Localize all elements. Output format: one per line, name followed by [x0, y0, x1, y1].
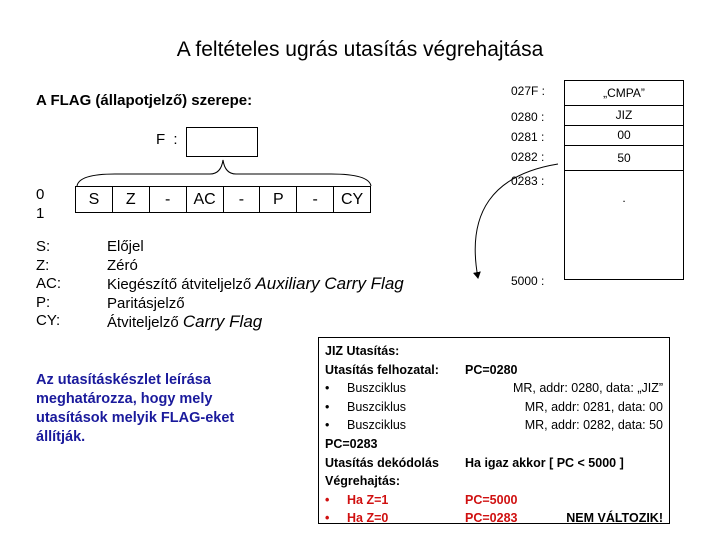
decode-label: Utasítás dekódolás [325, 455, 439, 470]
flag-bit-unused: - [297, 187, 334, 212]
bus-cycle-row [325, 416, 663, 435]
case-value: PC=0283 [465, 511, 518, 526]
flag-english-name: Carry Flag [182, 312, 263, 331]
bus-cycle-label: Buszciklus [347, 418, 407, 433]
bus-cycle-row [325, 379, 663, 398]
memory-address: 5000 : [511, 274, 545, 288]
memory-address: 0280 : [511, 110, 545, 124]
flag-abbr: Z: [36, 256, 50, 274]
bit-values [36, 185, 44, 223]
flag-abbr: S: [36, 238, 51, 255]
flag-bit-ac: AC [187, 187, 224, 212]
memory-address: 0282 : [511, 150, 545, 164]
flag-bit-unused: - [224, 187, 261, 212]
flag-bit-cy: CY [340, 190, 364, 208]
f-register-label: F : [156, 131, 180, 148]
flag-description [107, 313, 404, 333]
pc-after-value: PC=0283 [325, 436, 378, 451]
bullet-icon: • [325, 418, 330, 433]
bus-cycle-label: Buszciklus [347, 399, 407, 414]
f-register-box [186, 127, 258, 157]
fetch-label: Utasítás felhozatal: [325, 362, 439, 377]
bullet-icon: • [325, 492, 330, 507]
memory-cell: JIZ [565, 106, 683, 126]
pc-after-row [325, 435, 663, 454]
unchanged-note: NEM VÁLTOZIK! [566, 511, 663, 526]
instruction-set-note: Az utasításkészlet leírása meghatározza, hogy mely utasítások melyik FLAG-eket állítják. [36, 372, 235, 445]
case-label: Ha Z=1 [347, 492, 389, 507]
slide-title: A feltételes ugrás utasítás végrehajtása [176, 38, 544, 61]
case-row [325, 509, 663, 528]
flag-description [107, 238, 404, 257]
flag-description-text: Paritásjelző [107, 294, 185, 312]
flag-bit-s: S [76, 187, 113, 212]
memory-address: 0281 : [511, 130, 545, 144]
jump-arrow [470, 160, 580, 290]
flag-description-text: Előjel [107, 238, 144, 255]
flags-register [75, 186, 371, 213]
decode-row [325, 454, 663, 473]
fetch-value: PC=0280 [465, 362, 518, 377]
flag-heading: A FLAG (állapotjelző) szerepe: [36, 92, 253, 109]
bus-cycle-row [325, 398, 663, 417]
memory-address: 0283 : [511, 174, 545, 188]
memory-ellipsis: . [622, 191, 626, 205]
info-heading-text: JIZ Utasítás: [325, 344, 400, 358]
flag-abbreviations [36, 238, 61, 331]
memory-cell: 00 [565, 126, 683, 146]
memory-block [564, 80, 684, 280]
flag-description [107, 275, 404, 295]
flag-description-text: Átviteljelző [107, 314, 179, 331]
flag-brace [75, 156, 375, 188]
exec-label: Végrehajtás: [325, 474, 401, 489]
flag-bit-unused: - [150, 187, 187, 212]
flag-abbr: AC: [36, 275, 62, 292]
memory-cell: 50 [565, 146, 683, 171]
memory-address: 027F : [511, 84, 546, 98]
flag-abbr: CY: [36, 312, 61, 329]
case-row [325, 491, 663, 510]
bullet-icon: • [325, 399, 330, 414]
bus-cycle-label: Buszciklus [347, 381, 407, 396]
flag-description-text: Kiegészítő átviteljelző [107, 276, 252, 293]
decode-value: Ha igaz akkor [ PC < 5000 ] [465, 455, 624, 470]
bit-value-1: 1 [36, 205, 45, 222]
flag-description-text: Zéró [107, 256, 138, 274]
bullet-icon: • [325, 511, 330, 526]
flag-abbr: P: [36, 293, 51, 311]
flag-english-name: Auxiliary Carry Flag [255, 274, 404, 293]
flag-description [107, 257, 404, 276]
bit-value-0: 0 [36, 186, 45, 203]
case-label: Ha Z=0 [347, 511, 389, 526]
exec-heading-row [325, 472, 663, 491]
fetch-row [325, 361, 663, 380]
flag-bit-z: Z [113, 187, 150, 212]
info-heading [325, 342, 663, 361]
bus-cycle-value: MR, addr: 0282, data: 50 [524, 418, 663, 433]
jiz-execution-box [318, 337, 670, 524]
memory-cell: „CMPA” [565, 81, 683, 106]
bus-cycle-value: MR, addr: 0281, data: 00 [524, 399, 663, 414]
bullet-icon: • [325, 381, 330, 396]
flag-description [107, 295, 404, 314]
bus-cycle-value: MR, addr: 0280, data: „JIZ” [512, 381, 663, 396]
case-value: PC=5000 [465, 492, 518, 507]
flag-descriptions [107, 238, 404, 333]
flag-bit-p: P [260, 187, 297, 212]
